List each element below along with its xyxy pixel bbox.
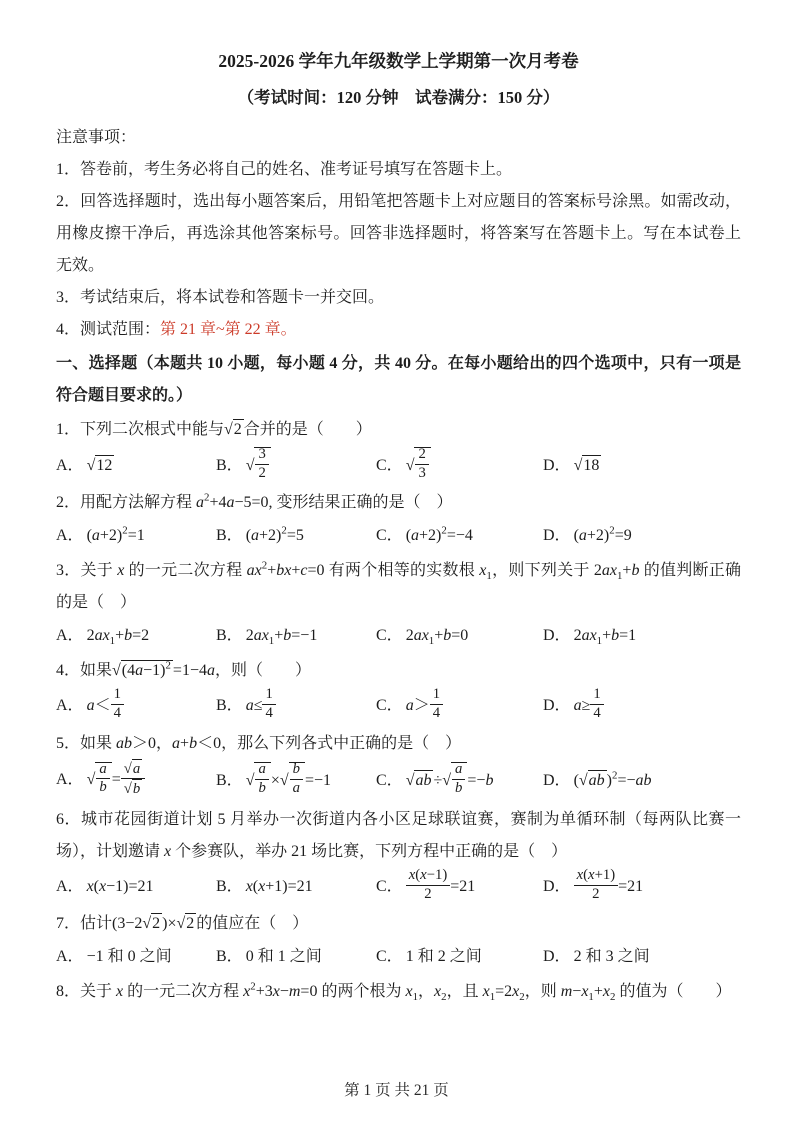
option-label: D．	[543, 948, 571, 966]
question-7	[56, 908, 741, 973]
question-2-option-c	[376, 520, 543, 552]
option-formula: √ $\frac{2}{3}$	[406, 457, 431, 474]
question-1-options	[56, 447, 741, 484]
option-formula: (√ab )$^2$=−ab	[573, 769, 652, 789]
question-5-option-b	[216, 762, 376, 799]
option-label: B．	[216, 456, 243, 474]
notice-item-4-prefix: 4．测试范围：	[56, 321, 161, 338]
option-label: B．	[216, 878, 243, 896]
question-2-option-a	[56, 520, 216, 552]
question-4-options	[56, 688, 741, 724]
option-label: B．	[216, 527, 243, 545]
option-label: D．	[543, 527, 571, 545]
option-label: C．	[376, 456, 403, 474]
question-6	[56, 804, 741, 905]
question-2	[56, 487, 741, 552]
question-4-option-b	[216, 688, 376, 724]
option-formula: $\frac{x(x-1)}{2}$ =21	[406, 878, 476, 895]
option-text: 1 和 2 之间	[405, 948, 482, 966]
option-formula: $2ax_1+b=2$	[86, 627, 150, 648]
option-label: A．	[56, 527, 84, 545]
question-4-option-d	[543, 688, 741, 724]
option-label: B．	[216, 627, 243, 645]
option-formula: $(a+2)^2=9$	[573, 524, 632, 545]
question-2-options	[56, 520, 741, 552]
notice-item-4	[56, 314, 741, 346]
option-label: D．	[543, 697, 571, 715]
notice-item-1: 1．答卷前，考生务必将自己的姓名、准考证号填写在答题卡上。	[56, 161, 513, 178]
option-formula: $2ax_1+b=-1$	[245, 627, 318, 648]
option-label: D．	[543, 877, 571, 895]
option-formula: a＞ $\frac{1}{4}$	[406, 697, 443, 714]
question-3-option-b	[216, 620, 376, 652]
question-5-stem: 5．如果 ab＞0，a+b＜0，那么下列各式中正确的是（ ）	[56, 734, 462, 752]
option-text: 0 和 1 之间	[245, 948, 322, 966]
question-8	[56, 976, 741, 1008]
question-6-option-a	[56, 871, 216, 903]
question-1-option-d	[543, 450, 741, 482]
question-5-option-c	[376, 762, 543, 799]
question-1-option-b	[216, 447, 376, 484]
question-2-option-b	[216, 520, 376, 552]
exam-subtitle: （考试时间：120 分钟 试卷满分：150 分）	[237, 88, 560, 107]
option-label: B．	[216, 697, 243, 715]
option-formula: $2ax_1+b=0$	[405, 627, 469, 648]
question-7-options	[56, 941, 741, 973]
option-formula: √ $\frac{a}{b}$ = $\frac{√a}{√b}$	[87, 771, 146, 788]
question-5	[56, 728, 741, 801]
option-label: D．	[543, 771, 571, 789]
option-label: C．	[376, 877, 403, 895]
option-label: A．	[56, 456, 84, 474]
question-7-stem: 7．估计(3−2√2 )×√2 的值应在（ ）	[56, 915, 309, 933]
option-formula: $(a+2)^2=5$	[245, 524, 304, 545]
question-4	[56, 655, 741, 724]
page-footer: 第 1 页 共 21 页	[344, 1082, 449, 1099]
question-6-options	[56, 866, 741, 905]
option-label: A．	[56, 878, 84, 896]
option-label: A．	[56, 697, 84, 715]
question-5-option-d	[543, 765, 741, 797]
option-label: C．	[376, 771, 403, 789]
option-label: C．	[376, 527, 403, 545]
question-3	[56, 555, 741, 652]
question-5-options	[56, 761, 741, 801]
question-1	[56, 414, 741, 484]
option-label: C．	[376, 948, 403, 966]
option-label: A．	[56, 627, 84, 645]
question-7-option-b	[216, 941, 376, 973]
option-formula: x(x−1)=21	[86, 878, 154, 896]
question-4-option-c	[376, 688, 543, 724]
option-formula: a＜ $\frac{1}{4}$	[87, 697, 124, 714]
option-formula: a≤ $\frac{1}{4}$	[246, 697, 276, 714]
option-formula: $2ax_1+b=1$	[573, 627, 637, 648]
question-6-option-c	[376, 866, 543, 905]
option-label: D．	[543, 627, 571, 645]
notice-item-2: 2．回答选择题时，选出每小题答案后，用铅笔把答题卡上对应题目的答案标号涂黑。如需改动，用橡皮擦干净后，再选涂其他答案标号。回答非选择题时，将答案写在答题卡上。写在本试卷上无效。	[56, 193, 741, 274]
question-7-option-c	[376, 941, 543, 973]
question-7-option-a	[56, 941, 216, 973]
option-label: B．	[216, 771, 243, 789]
exam-title: 2025-2026 学年九年级数学上学期第一次月考卷	[218, 51, 579, 71]
option-label: D．	[543, 456, 571, 474]
question-7-option-d	[543, 941, 741, 973]
option-formula: √ab ÷√ $\frac{a}{b}$ =−b	[406, 772, 494, 789]
question-4-stem: 4．如果$√(4a-1)^2 =1-4a$，则（ ）	[56, 659, 311, 680]
question-3-stem: 3．关于 x 的一元二次方程 $ax^2+bx+c=0$ 有两个相等的实数根 $x_1$，则下列关于 $2ax_1+b$ 的值判断正确的是（ ）	[56, 559, 741, 612]
question-6-option-b	[216, 871, 376, 903]
option-formula: √ $\frac{3}{2}$	[246, 457, 271, 474]
option-formula: √12	[86, 456, 113, 474]
option-formula: $(a+2)^2=-4$	[405, 524, 473, 545]
option-formula: x(x+1)=21	[245, 878, 313, 896]
question-3-option-c	[376, 620, 543, 652]
notices-heading: 注意事项：	[56, 129, 137, 146]
option-label: A．	[56, 948, 84, 966]
option-label: B．	[216, 948, 243, 966]
question-3-option-a	[56, 620, 216, 652]
question-8-stem: 8．关于 x 的一元二次方程 $x^2+3x-m=0$ 的两个根为 $x_1$，$x_2$，且 $x_1=2x_2$，则 $m-x_1+x_2$ 的值为（ ）	[56, 980, 732, 1004]
option-formula: a≥ $\frac{1}{4}$	[574, 697, 604, 714]
option-text: 2 和 3 之间	[573, 948, 650, 966]
question-3-options	[56, 620, 741, 652]
question-1-option-a	[56, 450, 216, 482]
question-2-stem: 2．用配方法解方程 $a^2+4a-5=0$, 变形结果正确的是（ ）	[56, 491, 453, 512]
question-6-stem: 6．城市花园街道计划 5 月举办一次街道内各小区足球联谊赛，赛制为单循环制（每两队比赛一场），计划邀请 x 个参赛队，举办 21 场比赛，下列方程中正确的是（ ）	[56, 810, 741, 860]
notice-item-3: 3．考试结束后，将本试卷和答题卡一并交回。	[56, 289, 385, 306]
question-1-option-c	[376, 447, 543, 484]
option-formula: $\frac{x(x+1)}{2}$ =21	[574, 878, 644, 895]
question-1-stem: 1．下列二次根式中能与√2 合并的是（ ）	[56, 421, 372, 438]
option-label: C．	[376, 627, 403, 645]
option-formula: √ $\frac{a}{b}$ ×√ $\frac{b}{a}$ =−1	[246, 772, 331, 789]
question-2-option-d	[543, 520, 741, 552]
option-formula: √18	[573, 456, 600, 474]
option-formula: $(a+2)^2=1$	[86, 524, 145, 545]
section-1-heading: 一、选择题（本题共 10 小题，每小题 4 分，共 40 分。在每小题给出的四个选项中，只有一项是符合题目要求的。）	[56, 355, 741, 404]
option-label: C．	[376, 697, 403, 715]
question-6-option-d	[543, 866, 741, 905]
question-3-option-d	[543, 620, 741, 652]
test-range-highlight: 第 21 章~第 22 章。	[160, 321, 297, 338]
question-4-option-a	[56, 688, 216, 724]
question-5-option-a	[56, 761, 216, 801]
option-label: A．	[56, 771, 84, 789]
option-text: −1 和 0 之间	[86, 948, 172, 966]
